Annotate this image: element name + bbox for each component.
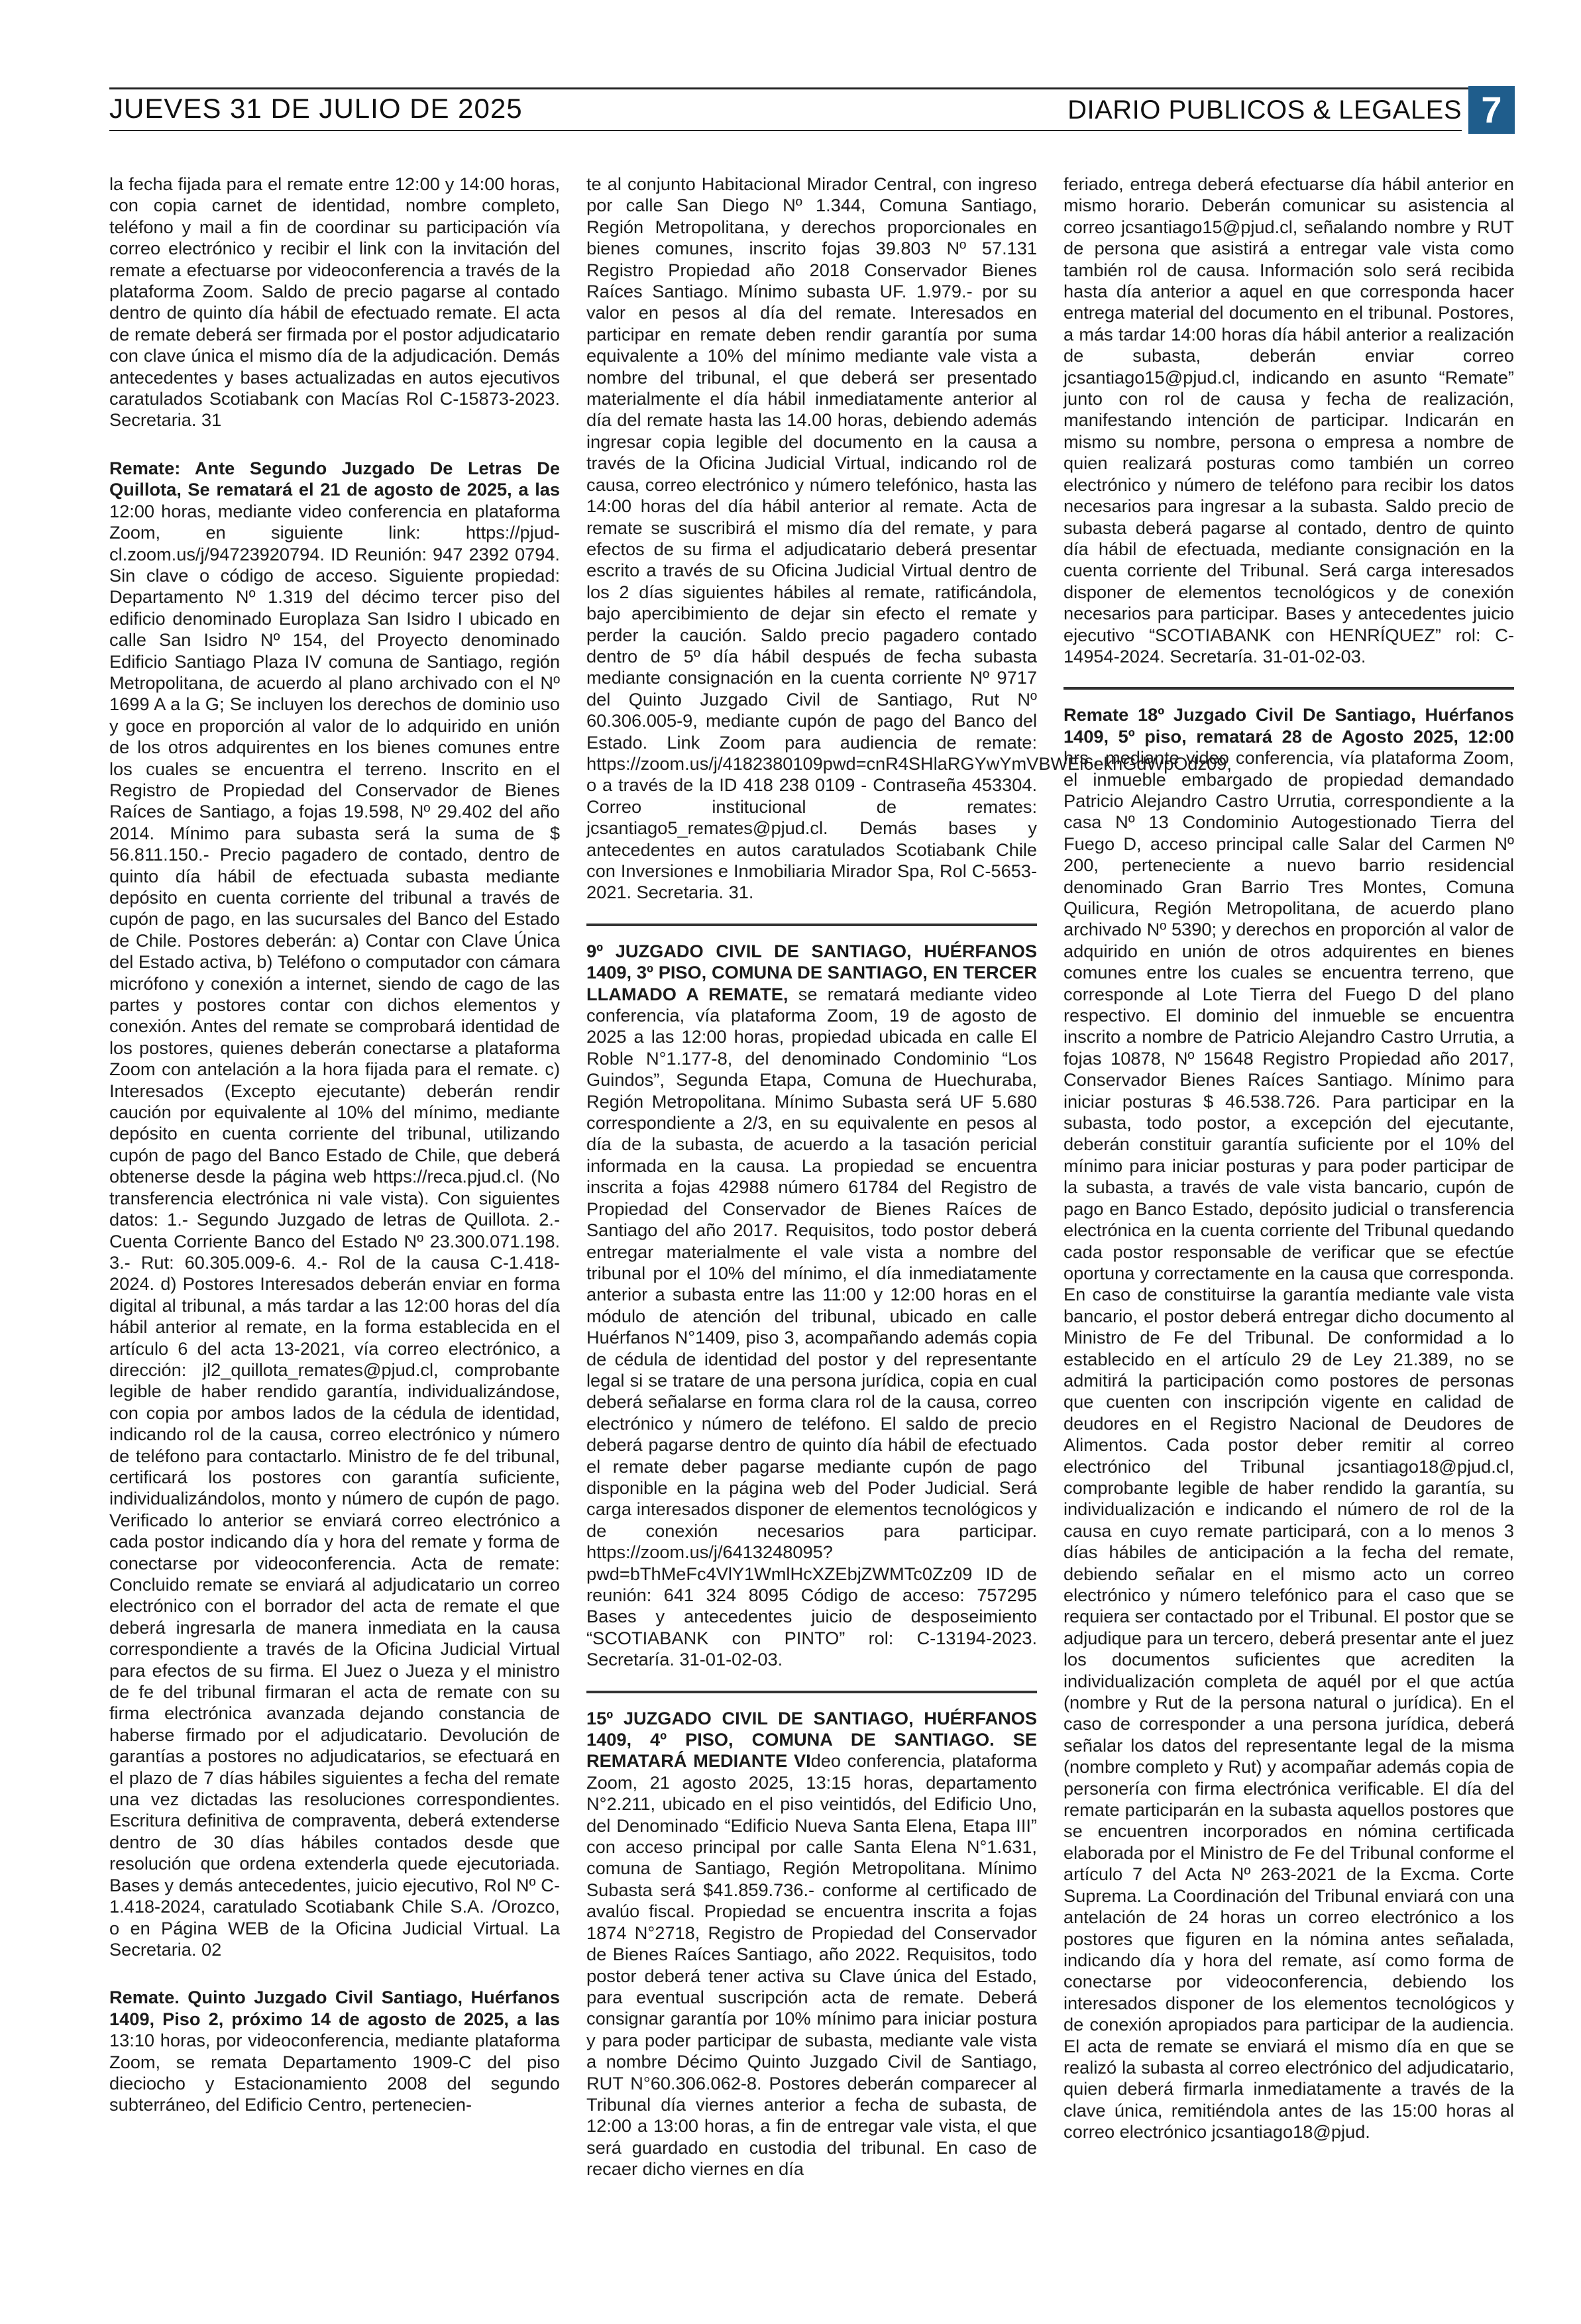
notice-body: 13:10 horas, por videoconferencia, mediante plataforma Zoom, se remata Departamento 1909-C del piso dieciocho y Estacionamiento 2008 del segundo subterráneo, del Edificio Centro, pertenecien- — [109, 2030, 560, 2115]
notice-body: te al conjunto Habitacional Mirador Central, con ingreso por calle San Diego Nº 1.344, Comuna Santiago, Región Metropolitana, y derechos proporcionales en bienes comunes, inscrito fojas 39.803 Nº 57.131 Registro Propiedad año 2018 Conservador Bienes Raíces Santiago. Mínimo subasta UF. 1.979.- por su valor en pesos al día del remate. Interesados en participar en remate deben rendir garantía por suma equivalente a 10% del mínimo mediante vale vista a nombre del tribunal, el que deberá ser presentado materialmente el día hábil inmediatamente anterior al día del remate hasta las 14.00 horas, debiendo además ingresar copia legible del documento en la causa a través de la Oficina Judicial Virtual, indicando rol de causa, correo electrónico y número telefónico, hasta las 14:00 horas del día hábil anterior al remate. Acta de remate se suscribirá el mismo día del remate, y para efectos de su firma el adjudicatario deberá presentar escrito a través de su Oficina Judicial Virtual dentro de los 2 días siguientes hábiles al remate, ratificándola, bajo apercibimiento de dejar sin efecto el remate y perder la caución. Saldo precio pagadero contado dentro de 5º día hábil después de fecha subasta mediante consignación en la cuenta corriente Nº 9717 del Quinto Juzgado Civil de Santiago, Rut Nº 60.306.005-9, mediante cupón de pago del Banco del Estado. Link Zoom para audiencia de remate: https://zoom.us/j/4182380109pwd=cnR4SHlaRGYwYmVBWEl6ekhGdWpOdz09, o a través de la ID 418 238 0109 - Contraseña 453304. Correo institucional de remates: jcsantiago5_remates@pjud.cl. Demás bases y antecedentes en autos caratulados Scotiabank Chile con Inversiones e Inmobiliaria Mirador Spa, Rol C-5653-2021. Secretaria. 31. — [586, 174, 1232, 903]
notice-lead: Remate. Quinto Juzgado Civil Santiago, Huérfanos 1409, Piso 2, próximo 14 de agosto de 2025, a las — [109, 1987, 560, 2029]
publication-name: DIARIO PUBLICOS & LEGALES — [1067, 95, 1462, 125]
notice-body: 12:00 horas, mediante video conferencia en plataforma Zoom, en siguiente link: https://pjud-cl.zoom.us/j/94723920794. ID Reunión: 947 2392 0794. Sin clave o código de acceso. Siguiente propiedad: Departamento Nº 1.319 del décimo tercer piso del edificio denominado Europlaza San Isidro I ubicado en calle San Isidro Nº 154, del Proyecto denominado Edificio Santiago Plaza IV comuna de Santiago, región Metropolitana, de acuerdo al plano archivado con el Nº 1699 A a la G; Se incluyen los derechos de dominio uso y goce en proporción al valor de lo adquirido en unión de los otros adquirentes en los bienes comunes entre los cuales se encuentra el terreno. Inscrito en el Registro de Propiedad del Conservador de Bienes Raíces de Santiago, a fojas 19.598, Nº 29.402 del año 2014. Mínimo para subasta será la suma de $ 56.811.150.- Precio pagadero de contado, dentro de quinto día hábil de efectuada subasta mediante depósito en cuenta corriente del tribunal a través de cupón de pago, en las sucursales del Banco del Estado de Chile. Postores deberán: a) Contar con Clave Única del Estado activa, b) Teléfono o computador con cámara micrófono y conexión a internet, siendo de cago de las partes y postores contar con dichos elementos y conexión. Antes del remate se comprobará identidad de los postores, quienes deberán conectarse a plataforma Zoom con antelación a la hora fijada para el remate. c) Interesados (Excepto ejecutante) deberán rendir caución por equivalente al 10% del mínimo, mediante depósito en cuenta corriente del tribunal, utilizando cupón de pago del Banco Estado de Chile, que deberá obtenerse desde la página web https://reca.pjud.cl. (No transferencia electrónica ni vale vista). Con siguientes datos: 1.- Segundo Juzgado de letras de Quillota. 2.- Cuenta Corriente Banco del Estado Nº 23.300.071.198. 3.- Rut: 60.305.009-6. 4.- Rol de la causa C-1.418-2024. d) Postores Interesados deberán enviar en forma digital al tribunal, a más tardar a las 12:00 horas del día hábil anterior al remate, en la forma establecida en el artículo 6 del acta 13-2021, vía correo electrónico, a dirección: jl2_quillota_remates@pjud.cl, comprobante legible de haber rendido garantía, individualizándose, con copia por ambos lados de la cédula de identidad, indicando rol de la causa, correo electrónico y número de teléfono para contactarlo. Ministro de fe del tribunal, certificará los postores con garantía suficiente, individualizándolos, monto y número de cupón de pago. Verificado lo anterior se enviará correo electrónico a cada postor indicando día y hora del remate y forma de conectarse por videoconferencia. Acta de remate: Concluido remate se enviará al adjudicatario un correo electrónico con el borrador del acta de remate el que deberá ingresarla de manera inmediata en la causa correspondiente a través de la Oficina Judicial Virtual para efectos de su firma. El Juez o Jueza y el ministro de fe del tribunal firmaran el acta de remate con su firma electrónica avanzada dejando constancia de haberse firmado por el adjudicatario. Devolución de garantías a postores no adjudicatarios, se efectuará en el plazo de 7 días hábiles siguientes a fecha del remate una vez dictadas las resoluciones correspondientes. Escritura definitiva de compraventa, deberá extenderse dentro de 30 días hábiles contados desde que resolución que ordena extenderla quede ejecutoriada. Bases y demás antecedentes, juicio ejecutivo, Rol Nº C-1.418-2024, caratulado Scotiabank Chile S.A. /Orozco, o en Página WEB de la Oficina Judicial Virtual. La Secretaria. 02 — [109, 500, 560, 1960]
column-3 — [1063, 174, 1514, 2143]
notice-body: deo conferencia, plataforma Zoom, 21 agosto 2025, 13:15 horas, departamento N°2.211, ubicado en el piso veintidós, del Edificio Uno, del Denominado “Edificio Nueva Santa Elena, Etapa III” con acceso principal por calle Santa Elena N°1.631, comuna de Santiago, Región Metropolitana. Mínimo Subasta será $41.859.736.- conforme al certificado de avalúo fiscal. Propiedad se encuentra inscrita a fojas 1874 N°2718, Registro de Propiedad del Conservador de Bienes Raíces Santiago, año 2022. Requisitos, todo postor deberá tener activa su Clave única del Estado, para eventual suscripción acta de remate. Deberá consignar garantía por 10% mínimo para iniciar postura y para poder participar de subasta, mediante vale vista a nombre Décimo Quinto Juzgado Civil de Santiago, RUT N°60.306.062-8. Postores deberán comparecer al Tribunal día viernes anterior a fecha de subasta, de 12:00 a 13:00 horas, a fin de entregar vale vista, el que será guardado en custodia del tribunal. En caso de recaer dicho viernes en día — [586, 1750, 1038, 2180]
notice-body: la fecha fijada para el remate entre 12:00 y 14:00 horas, con copia carnet de identidad, nombre completo, teléfono y mail a fin de coordinar su participación vía correo electrónico y recibir el link con la invitación del remate a efectuarse por videoconferencia a través de la plataforma Zoom. Saldo de precio pagarse al contado dentro de quinto día hábil de efectuado remate. El acta de remate deberá ser firmada por el postor adjudicatario con clave única el mismo día de la adjudicación. Demás antecedentes y bases actualizadas en autos ejecutivos caratulados Scotiabank con Macías Rol C-15873-2023. Secretaria. 31 — [109, 174, 560, 431]
notice-continuation — [1063, 174, 1514, 667]
header-top-rule — [109, 87, 1515, 89]
notice-continuation — [586, 174, 1232, 904]
notice-continuation — [109, 174, 560, 431]
notice-noveno-juzgado — [586, 924, 1037, 1671]
column-1 — [109, 174, 560, 2116]
notice-lead: Remate 18º Juzgado Civil De Santiago, Huérfanos 1409, 5º piso, rematará 28 de Agosto 2025, 12:00 — [1063, 704, 1514, 747]
page-number: 7 — [1468, 86, 1515, 134]
header-bottom-rule — [109, 130, 1462, 131]
notice-body: se rematará mediante video conferencia, vía plataforma Zoom, 19 de agosto de 2025 a las 12:00 horas, propiedad ubicada en calle El Roble N°1.177-8, del denominado Condominio “Los Guindos”, Segunda Etapa, Comuna de Huechuraba, Región Metropolitana. Mínimo Subasta será UF 5.680 correspondiente a 2/3, en su equivalente en pesos al día de la subasta, de acuerdo a la tasación pericial informada en la causa. La propiedad se encuentra inscrita a fojas 42988 número 61784 del Registro de Propiedad del Conservador de Bienes Raíces de Santiago del año 2017. Requisitos, todo postor deberá entregar materialmente el vale vista a nombre del tribunal por el 10% del mínimo, el día inmediatamente anterior a subasta entre las 11:00 y 12:00 horas en el módulo de atención del tribunal, ubicado en calle Huérfanos N°1409, piso 3, acompañando además copia de cédula de identidad del postor y del representante legal si se tratare de una persona jurídica, copia en cual deberá señalarse en forma clara rol de la causa, correo electrónico y número de teléfono. El saldo de precio deberá pagarse dentro de quinto día hábil de efectuado el remate deber pagarse mediante cupón de pago disponible en la página web del Poder Judicial. Será carga interesados disponer de elementos tecnológicos y de conexión necesarios para participar. https://zoom.us/j/6413248095?pwd=bThMeFc4VlY1WmlHcXZEbjZWMTc0Zz09 ID de reunión: 641 324 8095 Código de acceso: 757295 Bases y antecedentes juicio de desposeimiento “SCOTIABANK con PINTO” rol: C-13194-2023. Secretaría. 31-01-02-03. — [586, 983, 1037, 1670]
notice-body: hrs., mediante video conferencia, vía plataforma Zoom, el inmueble embargado de propiedad demandado Patricio Alejandro Castro Urrutia, correspondiente a la casa Nº 13 Condominio Autogestionado Tierra del Fuego D, acceso principal calle Salar del Carmen Nº 200, perteneciente a nuevo barrio residencial denominado Gran Barrio Tres Montes, Comuna Quilicura, Región Metropolitana, de acuerdo plano archivado Nº 5390; y derechos en proporción al valor de adquirido en unión de otros adquirentes en bienes comunes entre los cuales se encuentra terreno, que corresponde al Lote Tierra del Fuego D del plano respectivo. El dominio del inmueble se encuentra inscrito a nombre de Patricio Alejandro Castro Urrutia, a fojas 10878, Nº 15648 Registro Propiedad año 2017, Conservador Bienes Raíces Santiago. Mínimo para iniciar posturas $ 46.538.726. Para participar en la subasta, todo postor, a excepción del ejecutante, deberán constituir garantía suficiente por el 10% del mínimo para iniciar posturas y para poder participar de la subasta, a través de vale vista bancario, cupón de pago en Banco Estado, depósito judicial o transferencia electrónica en la cuenta corriente del Tribunal quedando cada postor responsable de verificar que se efectúe oportuna y correctamente en la causa que corresponda. En caso de constituirse la garantía mediante vale vista bancario, el postor deberá entregar dicho documento al Ministro de Fe del Tribunal. De conformidad a lo establecido en el artículo 29 de Ley 21.389, no se admitirá la participación como postores de personas que cuenten con inscripción vigente en calidad de deudores en el Registro Nacional de Deudores de Alimentos. Cada postor deber remitir al correo electrónico del Tribunal jcsantiago18@pjud.cl, comprobante legible de haber rendido la garantía, su individualización e indicando el número de rol de la causa en cuyo remate participará, con a lo menos 3 días hábiles de anticipación a la fecha del remate, debiendo señalar en el mismo acto un correo electrónico y número telefónico para el caso que se requiera ser contactado por el Tribunal. El postor que se adjudique para un tercero, deberá presentar ante el juez los documentos suficientes que acrediten la individualización completa de aquél por el que actúa (nombre y Rut de la persona natural o jurídica). En el caso de corresponder a una persona jurídica, deberá señalar los datos del representante legal de la misma (nombre completo y Rut) y acompañar además copia de personería con firma electrónica verificable. El día del remate participarán en la subasta aquellos postores que se encuentren incorporados en nómina certificada elaborada por el Ministro de Fe del Tribunal conforme el artículo 7 del Acta Nº 263-2021 de la Excma. Corte Suprema. La Coordinación del Tribunal enviará con una antelación de 24 horas un correo electrónico a los postores que figuren en la nómina antes señalada, indicando día y hora del remate, así como forma de conectarse por videoconferencia, debiendo los interesados disponer de los elementos tecnológicos y de conexión apropiados para participar de la audiencia. El acta de remate se enviará el mismo día en que se realizó la subasta al correo electrónico del adjudicatario, quien deberá firmarla inmediatamente a través de la clave única, remitiéndola antes de las 15:00 horas al correo electrónico jcsantiago18@pjud. — [1063, 747, 1514, 2142]
page-header — [109, 79, 1515, 131]
notice-lead: 9º JUZGADO CIVIL DE SANTIAGO, HUÉRFANOS 1409, 3º PISO, COMUNA DE SANTIAGO, EN TERCER LLAMADO A REMATE, — [586, 940, 1037, 1004]
notice-lead: 15º JUZGADO CIVIL DE SANTIAGO, HUÉRFANOS 1409, 4º PISO, COMUNA DE SANTIAGO. SE REMATARÁ MEDIANTE VI — [586, 1707, 1037, 1771]
issue-date: JUEVES 31 DE JULIO DE 2025 — [109, 93, 523, 124]
notice-quillota — [109, 458, 560, 1960]
notice-quinto-juzgado — [109, 1987, 560, 2115]
notice-decimo-quinto-juzgado — [586, 1691, 1037, 2180]
column-2 — [586, 174, 1232, 2180]
notice-lead: Remate: Ante Segundo Juzgado De Letras De Quillota, Se rematará el 21 de agosto de 2025, a las — [109, 457, 560, 500]
notice-decimo-octavo-juzgado — [1063, 687, 1514, 2142]
notice-body: feriado, entrega deberá efectuarse día hábil anterior en mismo horario. Deberán comunicar su asistencia al correo jcsantiago15@pjud.cl, señalando nombre y RUT de persona que asistirá a entregar vale vista como también rol de causa. Información solo será recibida hasta día anterior a aquel en que corresponda hacer entrega material del documento en el tribunal. Postores, a más tardar 14:00 horas día hábil anterior a realización de subasta, deberán enviar correo jcsantiago15@pjud.cl, indicando en asunto “Remate” junto con rol de causa y fecha de realización, manifestando intención de participar. Indicarán en mismo su nombre, persona o empresa a nombre de quien realizará posturas como también un correo electrónico y número de teléfono para recibir los datos necesarios para ingresar a la subasta. Saldo precio de subasta deberá pagarse al contado, dentro de quinto día hábil de efectuada, mediante consignación en la cuenta corriente del Tribunal. Será carga interesados disponer de elementos tecnológicos y de conexión necesarios para participar. Bases y antecedentes juicio ejecutivo “SCOTIABANK con HENRÍQUEZ” rol: C-14954-2024. Secretaría. 31-01-02-03. — [1063, 174, 1514, 666]
